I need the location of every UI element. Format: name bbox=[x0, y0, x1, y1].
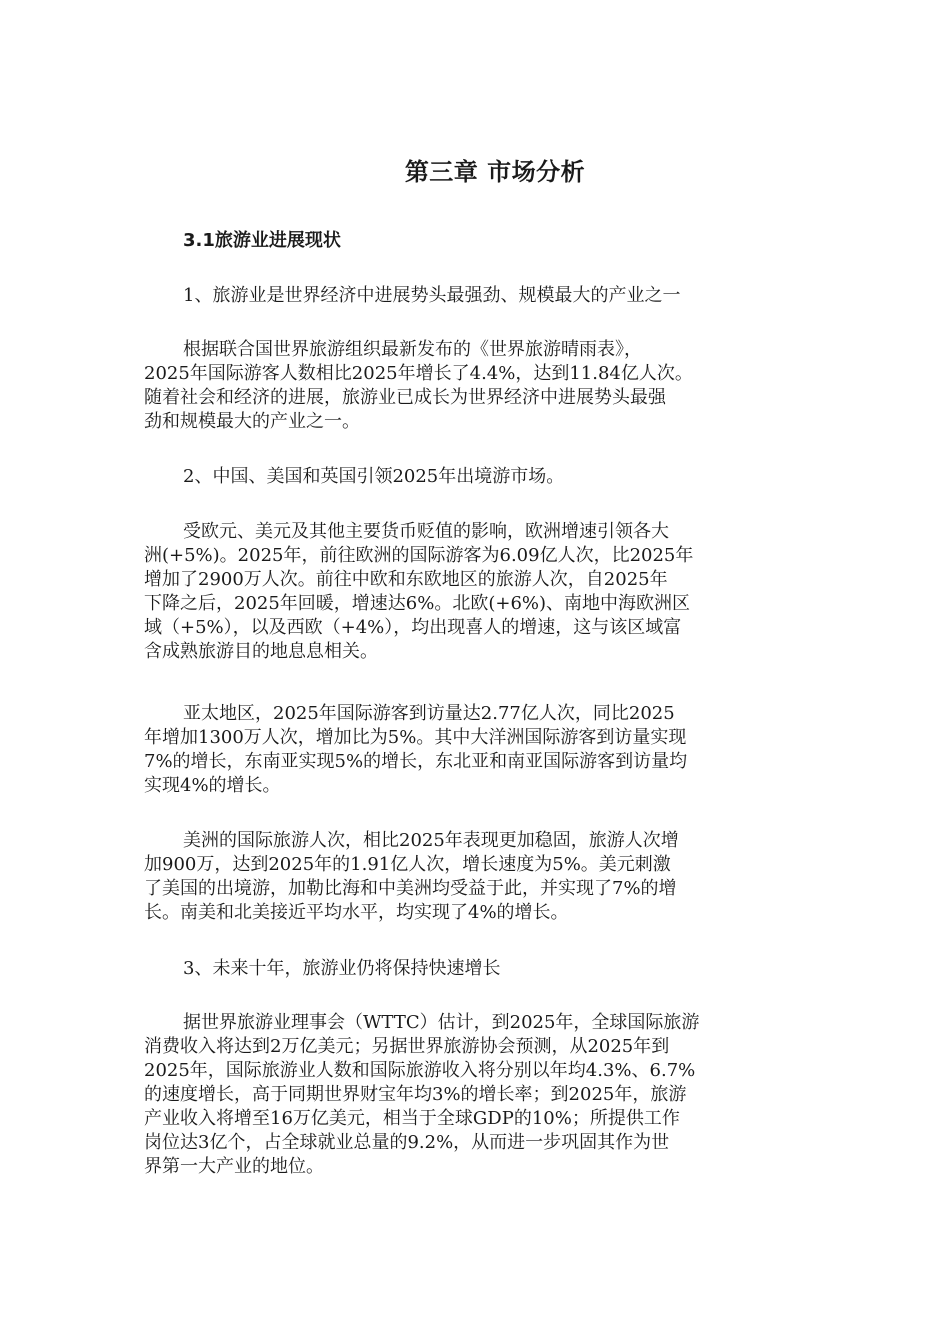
paragraph-2 bbox=[144, 520, 808, 664]
paragraph-4 bbox=[144, 829, 808, 925]
paragraph-line: 了美国的出境游，加勒比海和中美洲均受益于此，并实现了7%的增 bbox=[144, 878, 677, 899]
paragraph-line: 长。南美和北美接近平均水平，均实现了4%的增长。 bbox=[144, 902, 569, 923]
paragraph-line: 根据联合国世界旅游组织最新发布的《世界旅游晴雨表》， bbox=[183, 339, 642, 360]
paragraph-1 bbox=[144, 338, 808, 434]
paragraph-5 bbox=[144, 1011, 808, 1179]
paragraph-line: 2025年国际游客人数相比2025年增长了4.4%，达到11.84亿人次。 bbox=[144, 363, 693, 384]
paragraph-line: 随着社会和经济的进展，旅游业已成长为世界经济中进展势头最强 bbox=[144, 387, 666, 408]
subheading-1: 1、旅游业是世界经济中进展势头最强劲、规模最大的产业之一 bbox=[183, 285, 681, 306]
paragraph-3 bbox=[144, 702, 808, 798]
paragraph-line: 美洲的国际旅游人次，相比2025年表现更加稳固，旅游人次增 bbox=[183, 830, 679, 851]
paragraph-line: 界第一大产业的地位。 bbox=[144, 1156, 324, 1177]
paragraph-line: 亚太地区，2025年国际游客到访量达2.77亿人次，同比2025 bbox=[183, 703, 675, 724]
paragraph-line: 2025年，国际旅游业人数和国际旅游收入将分别以年均4.3%、6.7% bbox=[144, 1060, 696, 1081]
paragraph-line: 下降之后，2025年回暖，增速达6%。北欧(+6%)、南地中海欧洲区 bbox=[144, 593, 691, 614]
subheading-3: 3、未来十年，旅游业仍将保持快速增长 bbox=[183, 958, 501, 979]
paragraph-line: 7%的增长，东南亚实现5%的增长，东北亚和南亚国际游客到访量均 bbox=[144, 751, 688, 772]
paragraph-line: 增加了2900万人次。前往中欧和东欧地区的旅游人次，自2025年 bbox=[144, 569, 668, 590]
paragraph-line: 实现4%的增长。 bbox=[144, 775, 281, 796]
paragraph-line: 据世界旅游业理事会（WTTC）估计，到2025年，全球国际旅游 bbox=[183, 1012, 700, 1033]
paragraph-line: 年增加1300万人次，增加比为5%。其中大洋洲国际游客到访量实现 bbox=[144, 727, 687, 748]
paragraph-line: 的速度增长，高于同期世界财宝年均3%的增长率；到2025年，旅游 bbox=[144, 1084, 687, 1105]
paragraph-line: 域（+5%），以及西欧（+4%），均出现喜人的增速，这与该区域富 bbox=[144, 617, 682, 638]
paragraph-line: 加900万，达到2025年的1.91亿人次，增长速度为5%。美元刺激 bbox=[144, 854, 671, 875]
subheading-2: 2、中国、美国和英国引领2025年出境游市场。 bbox=[183, 466, 565, 487]
paragraph-line: 洲(+5%)。2025年，前往欧洲的国际游客为6.09亿人次，比2025年 bbox=[144, 545, 694, 566]
section-title: 3.1旅游业进展现状 bbox=[183, 230, 341, 251]
paragraph-line: 劲和规模最大的产业之一。 bbox=[144, 411, 360, 432]
paragraph-line: 消费收入将达到2万亿美元；另据世界旅游协会预测，从2025年到 bbox=[144, 1036, 670, 1057]
paragraph-line: 岗位达3亿个，占全球就业总量的9.2%，从而进一步巩固其作为世 bbox=[144, 1132, 670, 1153]
paragraph-line: 含成熟旅游目的地息息相关。 bbox=[144, 641, 378, 662]
paragraph-line: 受欧元、美元及其他主要货币贬值的影响，欧洲增速引领各大 bbox=[183, 521, 669, 542]
paragraph-line: 产业收入将增至16万亿美元，相当于全球GDP的10%；所提供工作 bbox=[144, 1108, 680, 1129]
chapter-title: 第三章 市场分析 bbox=[404, 158, 586, 186]
